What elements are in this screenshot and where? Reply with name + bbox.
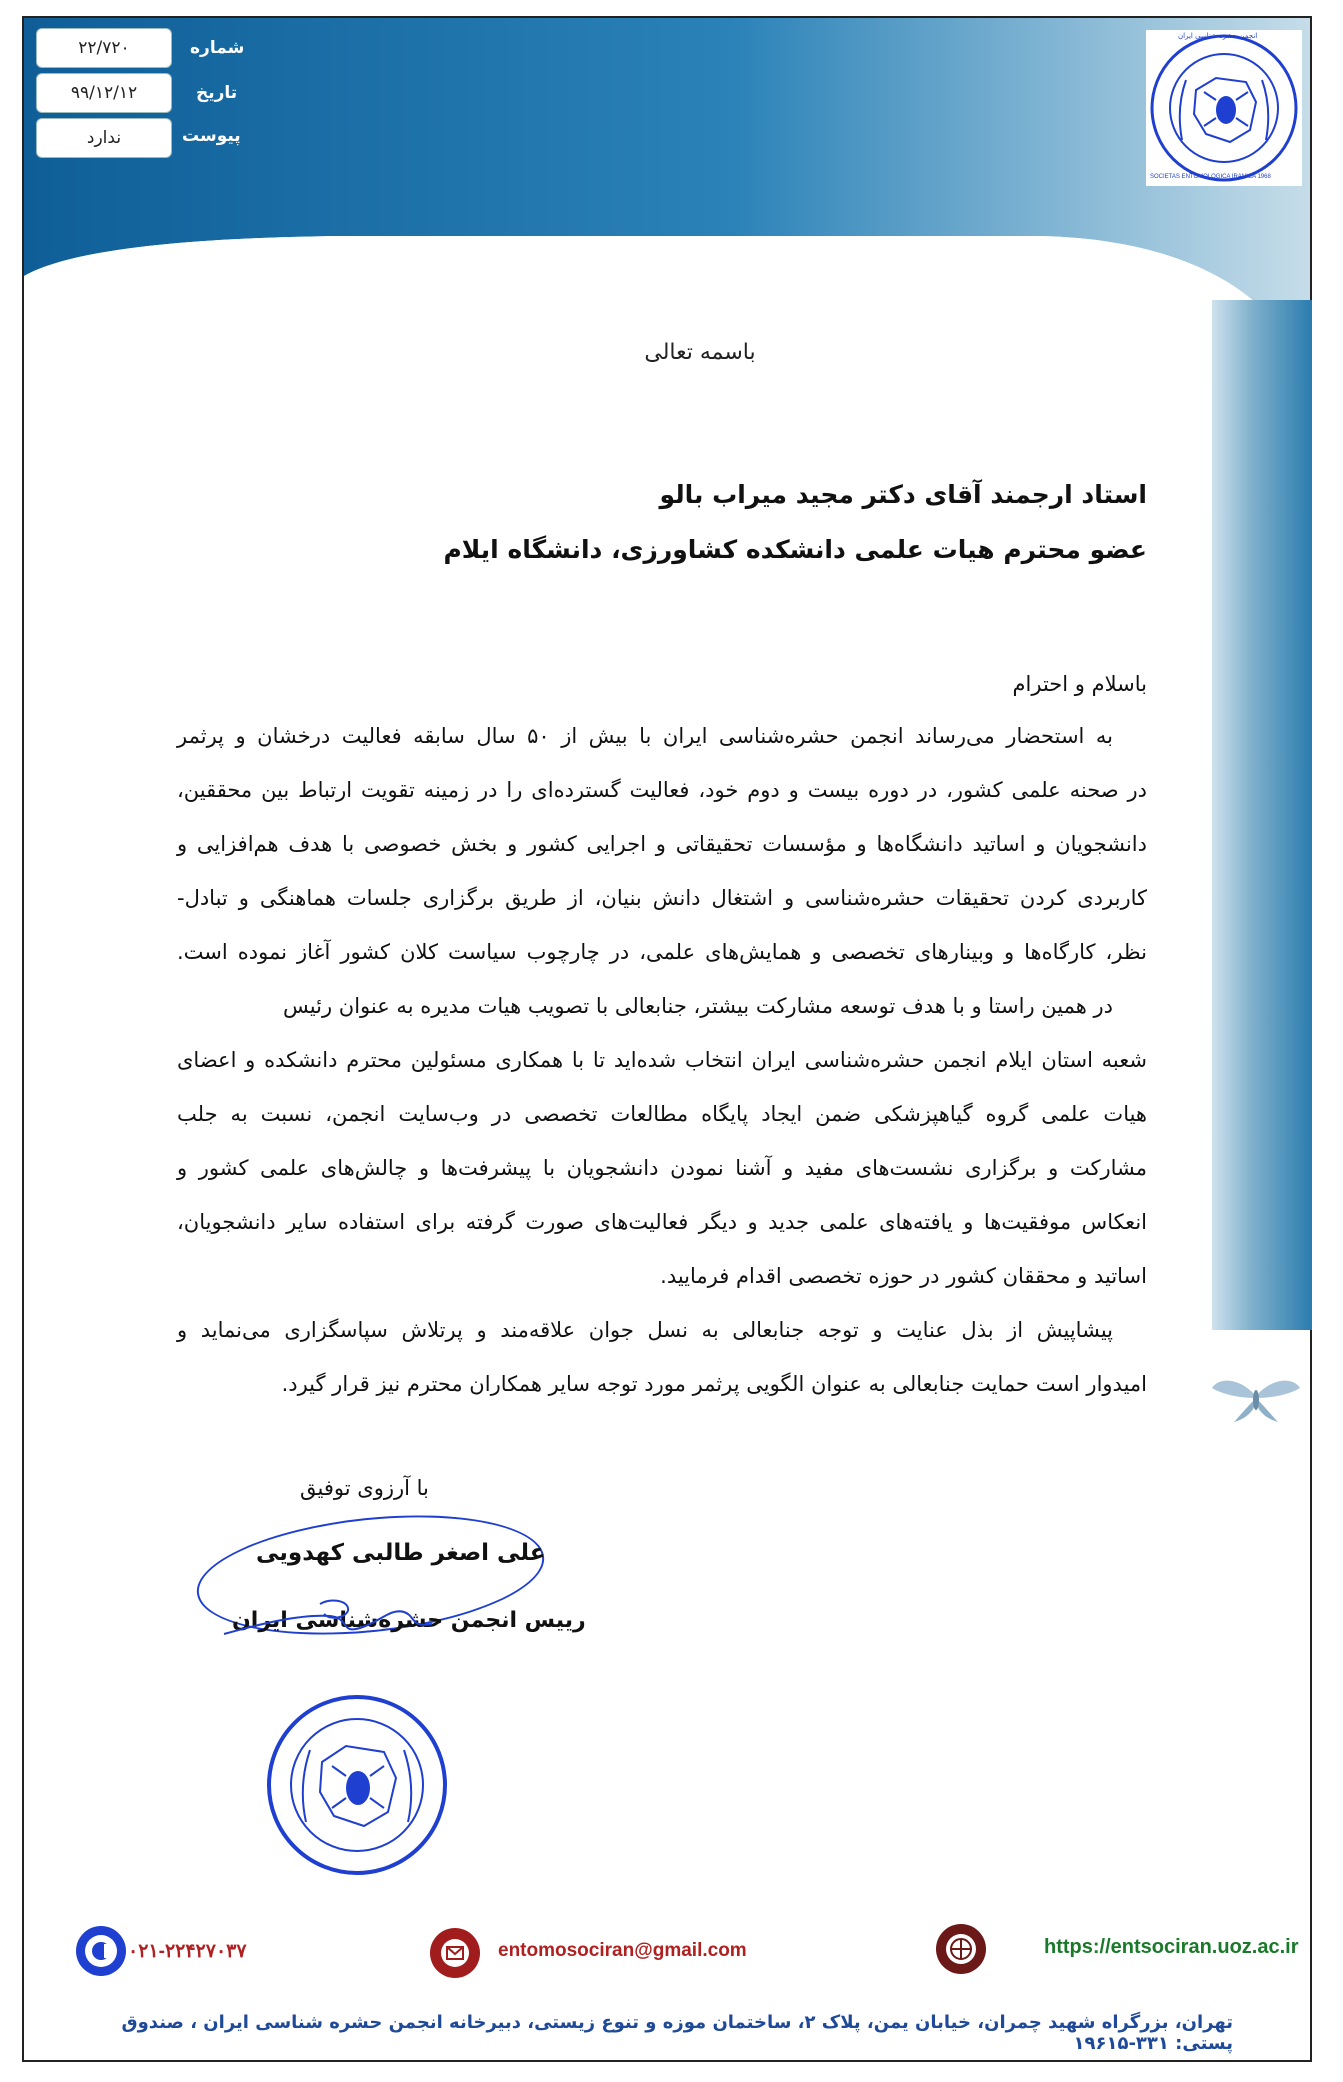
official-stamp-icon <box>262 1690 452 1880</box>
body-line: امیدوار است حمایت جنابعالی به عنوان الگویی پرثمر مورد توجه سایر همکاران محترم نیز قرار گیرد. <box>281 1372 1147 1396</box>
recipient-name: استاد ارجمند آقای دکتر مجید میراب بالو <box>659 480 1147 509</box>
body-line: در همین راستا و با هدف توسعه مشارکت بیشتر، جنابعالی با تصویب هیات مدیره به عنوان رئیس <box>283 994 1113 1018</box>
footer-address: تهران، بزرگراه شهید چمران، خیابان یمن، پلاک ۲، ساختمان موزه و تنوع زیستی، دبیرخانه انجمن حشره شناسی ایران ، صندوق پستی: ۳۳۱-۱۹۶۱۵ <box>121 2012 1233 2054</box>
footer-phone: ۰۲۱-۲۲۴۲۷۰۳۷ <box>128 1941 247 1962</box>
body-line: کاربردی کردن تحقیقات حشره‌شناسی و اشتغال دانش بنیان، از طریق برگزاری جلسات هماهنگی و تبادل- <box>177 886 1147 910</box>
greeting: باسلام و احترام <box>1012 672 1147 696</box>
body-line: به استحضار می‌رساند انجمن حشره‌شناسی ایران با بیش از ۵۰ سال سابقه فعالیت درخشان و پرثمر <box>177 724 1113 748</box>
footer-email-link[interactable]: entomosociran@gmail.com <box>498 1940 747 1961</box>
basmala-heading: باسمه تعالی <box>644 340 756 365</box>
moth-icon <box>1208 1368 1304 1424</box>
body-line: شعبه استان ایلام انجمن حشره‌شناسی ایران انتخاب شده‌اید تا با همکاری مسئولین محترم دانشکده و اعضای <box>177 1048 1147 1072</box>
letter-number-value: ۲۲/۷۲۰ <box>36 28 172 68</box>
body-line: انعکاس موفقیت‌ها و یافته‌های علمی جدید و دیگر فعالیت‌های صورت گرفته برای استفاده سایر دانشجویان، <box>177 1210 1147 1234</box>
email-icon <box>430 1928 480 1978</box>
society-logo <box>1146 30 1302 186</box>
letter-attachment-label: پیوست <box>182 126 241 146</box>
signer-title: رییس انجمن حشره‌شناسی ایران <box>232 1608 586 1633</box>
logo-text-bottom: SOCIETAS ENTOMOLOGICA IRANICA 1968 <box>1150 174 1271 180</box>
closing-text: با آرزوی توفیق <box>300 1476 429 1500</box>
body-line: مشارکت و برگزاری نشست‌های مفید و آشنا نمودن دانشجویان با پیشرفت‌ها و چالش‌های علمی کشور و <box>177 1156 1147 1180</box>
logo-emblem-icon <box>1146 30 1302 186</box>
letter-attachment-value: ندارد <box>36 118 172 158</box>
body-line: پیشاپیش از بذل عنایت و توجه جنابعالی به نسل جوان علاقه‌مند و پرتلاش سپاسگزاری می‌نماید و <box>177 1318 1113 1342</box>
body-line: نظر، کارگاه‌ها و وبینارهای تخصصی و همایش‌های علمی، در چارچوب سیاست کلان کشور آغاز نموده است. <box>177 940 1147 964</box>
letter-date-value: ۹۹/۱۲/۱۲ <box>36 73 172 113</box>
body-line: اساتید و محققان کشور در حوزه تخصصی اقدام فرمایید. <box>660 1264 1147 1288</box>
body-line: در صحنه علمی کشور، در دوره بیست و دوم خود، فعالیت گسترده‌ای را در زمینه تقویت ارتباط بین محققین، <box>177 778 1147 802</box>
page-border <box>22 16 1312 2062</box>
logo-text-top: انجمن حشره شناسی ایران <box>1178 32 1258 40</box>
letter-number-label: شماره <box>190 38 245 58</box>
letter-date-label: تاریخ <box>196 83 238 103</box>
body-line: هیات علمی گروه گیاهپزشکی ضمن ایجاد پایگاه مطالعات تخصصی در وب‌سایت انجمن، نسبت به جلب <box>177 1102 1147 1126</box>
side-stripe <box>1212 300 1312 1330</box>
phone-icon <box>76 1926 126 1976</box>
footer-website-link[interactable]: https://entsociran.uoz.ac.ir <box>1044 1936 1299 1958</box>
website-icon <box>936 1924 986 1974</box>
signature-scribble <box>220 1594 440 1644</box>
signer-name: علی اصغر طالبی کهدویی <box>256 1540 546 1566</box>
recipient-affiliation: عضو محترم هیات علمی دانشکده کشاورزی، دانشگاه ایلام <box>443 535 1147 564</box>
body-line: دانشجویان و اساتید دانشگاه‌ها و مؤسسات تحقیقاتی و اجرایی کشور و بخش خصوصی با هدف هم‌افزایی و <box>177 832 1147 856</box>
